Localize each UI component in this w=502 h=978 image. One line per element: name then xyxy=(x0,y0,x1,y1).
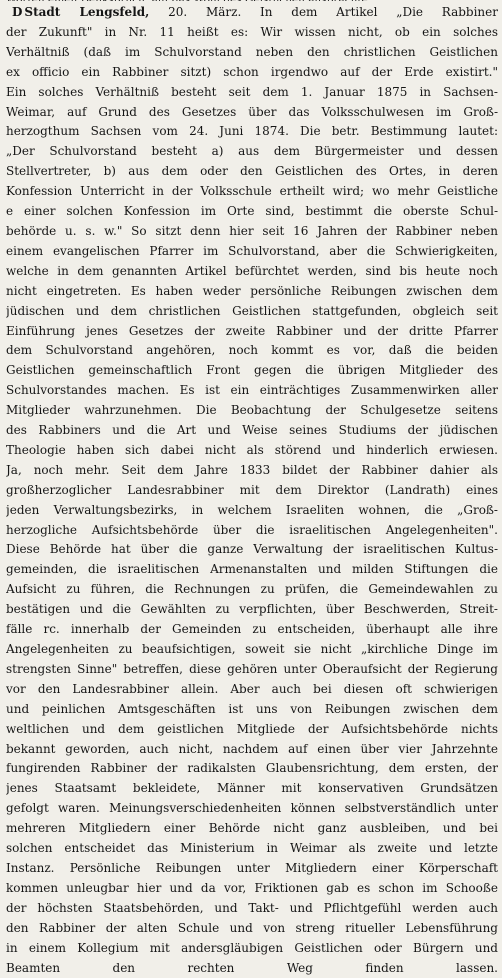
article-line: der höchsten Staatsbehörden, und Takt- und Pflichtgefühl werden auch xyxy=(6,899,498,919)
article-line: Mitglieder wahrzunehmen. Die Beobachtung der Schulgesetze seitens xyxy=(6,401,498,421)
article-line: Konfession Unterricht in der Volksschule ertheilt wird; wo mehr Geistliche xyxy=(6,182,498,202)
article-line: Weimar, auf Grund des Gesetzes über das Volksschulwesen im Groß- xyxy=(6,103,498,123)
article-line: großherzoglicher Landesrabbiner mit dem Direktor (Landrath) eines xyxy=(6,481,498,501)
article-line: Verhältniß (daß im Schulvorstand neben den christlichen Geistlichen xyxy=(6,43,498,63)
article-line: bekannt geworden, auch nicht, nachdem auf einen über vier Jahrzehnte xyxy=(6,740,498,760)
article-line: den Rabbiner der alten Schule und von streng ritueller Lebensführung xyxy=(6,919,498,939)
article-line: Geistlichen gemeinschaftlich Front gegen die übrigen Mitglieder des xyxy=(6,361,498,381)
article-line: solchen entscheidet das Ministerium in Weimar als zweite und letzte xyxy=(6,839,498,859)
article-line: vor den Landesrabbiner allein. Aber auch bei diesen oft schwierigen xyxy=(6,680,498,700)
article-line-first: D Stadt Lengsfeld, 20. März. In dem Artikel „Die Rabbiner xyxy=(6,3,498,23)
article-line: Stellvertreter, b) aus dem oder den Geistlichen des Ortes, in deren xyxy=(6,162,498,182)
article-line: jüdischen und dem christlichen Geistlichen stattgefunden, obgleich seit xyxy=(6,302,498,322)
dateline: Stadt Lengsfeld, xyxy=(24,5,149,19)
article-line: dem Schulvorstand angehören, noch kommt es vor, daß die beiden xyxy=(6,341,498,361)
article-line: e einer solchen Konfession im Orte sind, bestimmt die oberste Schul- xyxy=(6,202,498,222)
article-line: kommen unleugbar hier und da vor, Friktionen gab es schon im Schooße xyxy=(6,879,498,899)
article-line: des Rabbiners und die Art und Weise seines Studiums der jüdischen xyxy=(6,421,498,441)
article-line: Ein solches Verhältniß besteht seit dem 1. Januar 1875 in Sachsen- xyxy=(6,83,498,103)
article-line: Theologie haben sich dabei nicht als störend und hinderlich erwiesen. xyxy=(6,441,498,461)
section-mark-icon: D xyxy=(12,3,22,23)
article-line: jeden Verwaltungsbezirks, in welchem Israeliten wohnen, die „Groß- xyxy=(6,501,498,521)
article-line: Einführung jenes Gesetzes der zweite Rabbiner und der dritte Pfarrer xyxy=(6,322,498,342)
article-line: der Zukunft" in Nr. 11 heißt es: Wir wissen nicht, ob ein solches xyxy=(6,23,498,43)
article-line: herzogliche Aufsichtsbehörde über die israelitischen Angelegenheiten". xyxy=(6,521,498,541)
article-line: welche in dem genannten Artikel befürchtet werden, sind bis heute noch xyxy=(6,262,498,282)
article-line: fälle rc. innerhalb der Gemeinden zu entscheiden, überhaupt alle ihre xyxy=(6,620,498,640)
article-line: Beamten den rechten Weg finden lassen. xyxy=(6,959,498,978)
article-line: herzogthum Sachsen vom 24. Juni 1874. Die betr. Bestimmung lautet: xyxy=(6,122,498,142)
article-line: Angelegenheiten zu beaufsichtigen, soweit sie nicht „kirchliche Dinge im xyxy=(6,640,498,660)
article-line: in einem Kollegium mit andersgläubigen Geistlichen oder Bürgern und xyxy=(6,939,498,959)
article-line: einem evangelischen Pfarrer im Schulvorstand, aber die Schwierigkeiten, xyxy=(6,242,498,262)
article-line: weltlichen und dem geistlichen Mitgliede der Aufsichtsbehörde nichts xyxy=(6,720,498,740)
article-line: Ja, noch mehr. Seit dem Jahre 1833 bildet der Rabbiner dahier als xyxy=(6,461,498,481)
article-line: Schulvorstandes machen. Es ist ein einträchtiges Zusammenwirken aller xyxy=(6,381,498,401)
article-line: Instanz. Persönliche Reibungen unter Mitgliedern einer Körperschaft xyxy=(6,859,498,879)
article-line: ex officio ein Rabbiner sitzt) schon irgendwo auf der Erde existirt." xyxy=(6,63,498,83)
article-line: strengsten Sinne" betreffen, diese gehören unter Oberaufsicht der Regierung xyxy=(6,660,498,680)
article-line: gefolgt waren. Meinungsverschiedenheiten können selbstverständlich unter xyxy=(6,799,498,819)
article-line: Diese Behörde hat über die ganze Verwaltung der israelitischen Kultus- xyxy=(6,540,498,560)
article-line: bestätigen und die Gewählten zu verpflichten, über Beschwerden, Streit- xyxy=(6,600,498,620)
article-line: mehreren Mitgliedern einer Behörde nicht ganz ausbleiben, und bei xyxy=(6,819,498,839)
article-line: „Der Schulvorstand besteht a) aus dem Bürgermeister und dessen xyxy=(6,142,498,162)
article-line: und peinlichen Amtsgeschäften ist uns von Reibungen zwischen dem xyxy=(6,700,498,720)
article-line: fungirenden Rabbiner der radikalsten Glaubensrichtung, dem ersten, der xyxy=(6,759,498,779)
article-line: jenes Staatsamt bekleidete, Männer mit konservativen Grundsätzen xyxy=(6,779,498,799)
article-line: Aufsicht zu führen, die Rechnungen zu prüfen, die Gemeindewahlen zu xyxy=(6,580,498,600)
header-fragment xyxy=(6,0,498,1)
article-line: behörde u. s. w." So sitzt denn hier seit 16 Jahren der Rabbiner neben xyxy=(6,222,498,242)
article-line: gemeinden, die israelitischen Armenanstalten und milden Stiftungen die xyxy=(6,560,498,580)
article-body xyxy=(6,3,498,978)
article-line: nicht eingetreten. Es haben weder persönliche Reibungen zwischen dem xyxy=(6,282,498,302)
